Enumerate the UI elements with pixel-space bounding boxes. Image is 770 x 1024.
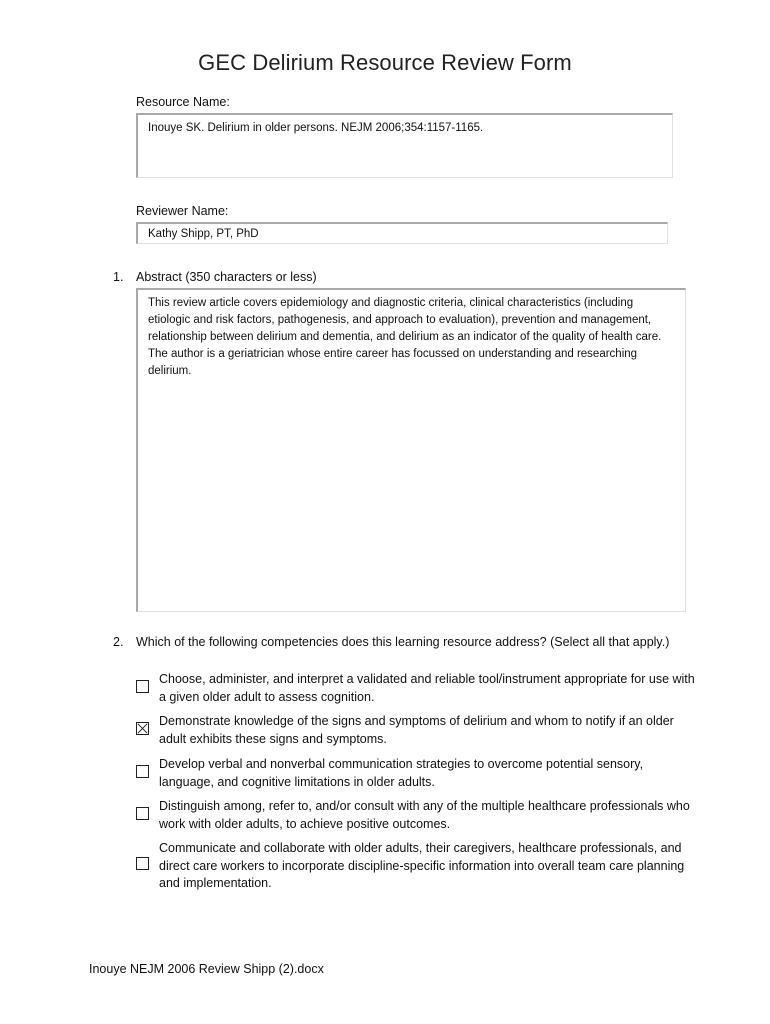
competency-checkbox[interactable] [136,722,149,735]
reviewer-name-field[interactable] [136,222,668,244]
abstract-value: This review article covers epidemiology and diagnostic criteria, clinical characteristics (including etiologic and risk factors, pathogenesis, and approach to evaluation), prevention and management, relationship between delirium and dementia, and delirium as an indicator of the quality of health care. The author is a geriatrician whose entire career has focussed on understanding and researching delirium. [148,297,662,377]
resource-name-label: Resource Name: [136,95,230,109]
competency-option-text: Communicate and collaborate with older adults, their caregivers, healthcare professionals, and direct care workers to incorporate discipline-specific information into overall team care planning and implementation. [159,841,685,890]
check-x-icon [137,723,148,734]
resource-name-value: Inouye SK. Delirium in older persons. NEJM 2006;354:1157-1165. [148,122,484,134]
competency-option-text: Distinguish among, refer to, and/or consult with any of the multiple healthcare professionals who work with older adults, to achieve positive outcomes. [159,799,690,831]
competency-checkbox[interactable] [136,680,149,693]
footer-filename: Inouye NEJM 2006 Review Shipp (2).docx [89,962,324,976]
question-1-text: Abstract (350 characters or less) [136,270,317,284]
competency-checkbox[interactable] [136,857,149,870]
competency-checkbox[interactable] [136,807,149,820]
abstract-field[interactable] [136,288,686,612]
competency-option-text: Demonstrate knowledge of the signs and symptoms of delirium and whom to notify if an older adult exhibits these signs and symptoms. [159,714,674,746]
reviewer-name-label: Reviewer Name: [136,204,229,218]
competency-checkbox[interactable] [136,765,149,778]
competency-option-text: Develop verbal and nonverbal communication strategies to overcome potential sensory, language, and cognitive limitations in older adults. [159,757,644,789]
page-title: GEC Delirium Resource Review Form [198,50,572,75]
resource-name-field[interactable] [136,113,673,178]
competency-option-text: Choose, administer, and interpret a validated and reliable tool/instrument appropriate for use with a given older adult to assess cognition. [159,672,695,704]
question-1-number: 1. [113,270,124,284]
question-2-text: Which of the following competencies does this learning resource address? (Select all that apply.) [136,635,670,649]
question-2-number: 2. [113,635,124,649]
reviewer-name-value: Kathy Shipp, PT, PhD [148,228,259,240]
